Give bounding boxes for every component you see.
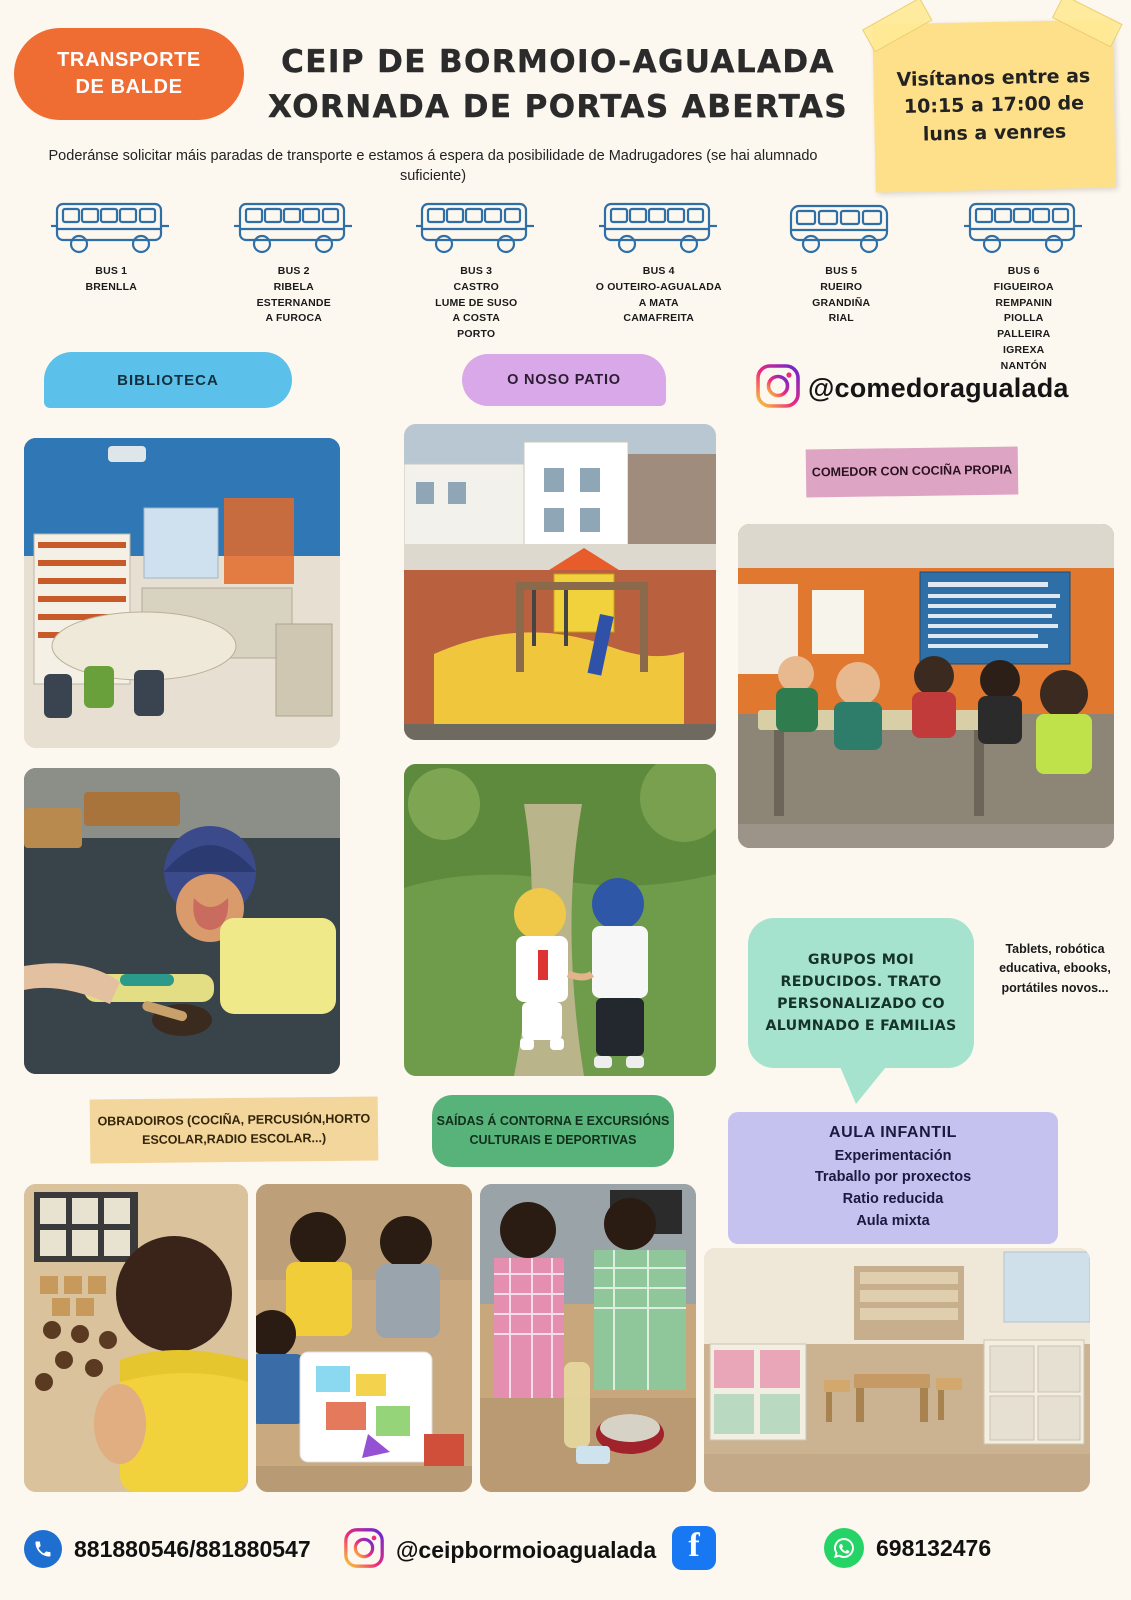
bus-routes-row [20, 196, 1115, 374]
bus-route-5 [750, 196, 933, 374]
bus-icon [412, 196, 540, 258]
saidas-label: SAÍDAS Á CONTORNA E EXCURSIÓNS CULTURAIS E DEPORTIVAS [432, 1095, 674, 1167]
footer-facebook[interactable] [672, 1526, 716, 1570]
visit-hours-note [872, 20, 1115, 193]
aula-infantil-line-4: Aula mixta [856, 1212, 930, 1229]
biblioteca-label: BIBLIOTECA [44, 352, 292, 408]
bus-route-6-label: BUS 6 FIGUEIROA REMPANIN PIOLLA PALLEIRA IGREXA NANTÓN [993, 265, 1054, 372]
photo-obradoiro-horto [24, 768, 340, 1074]
grupos-reducidos-bubble: GRUPOS MOI REDUCIDOS. TRATO PERSONALIZADO CO ALUMNADO E FAMILIAS [748, 918, 974, 1068]
bus-route-6 [933, 196, 1116, 374]
footer-phone-text: 881880546/881880547 [74, 1535, 311, 1562]
patio-label: O NOSO PATIO [462, 354, 666, 406]
bus-route-4 [568, 196, 751, 374]
instagram-icon [344, 1528, 384, 1573]
transporte-de-balde-badge [14, 28, 244, 120]
aula-infantil-line-2: Traballo por proxectos [814, 1169, 972, 1186]
visit-hours-text: Visítanos entre as 10:15 a 17:00 de luns a venres [896, 64, 1091, 146]
school-name: CEIP DE BORMOIO-AGUALADA [281, 44, 835, 80]
photo-aula-infantil [704, 1248, 1090, 1492]
bus-route-5-label: BUS 5 RUEIRO GRANDIÑA RIAL [812, 265, 871, 325]
facebook-glyph: f [688, 1527, 700, 1564]
photo-patio [404, 424, 716, 740]
bus-route-4-label: BUS 4 O OUTEIRO-AGUALADA A MATA CAMAFREITA [595, 265, 722, 325]
photo-saida [404, 764, 716, 1076]
footer-whatsapp-text: 698132476 [876, 1534, 992, 1561]
footer-instagram-text: @ceipbormoioagualada [396, 1537, 657, 1563]
whatsapp-icon [824, 1528, 864, 1568]
facebook-icon [672, 1526, 716, 1570]
footer [0, 1508, 1131, 1600]
bus-route-3 [385, 196, 568, 374]
bus-route-2 [203, 196, 386, 374]
bus-icon [960, 196, 1088, 258]
obradoiros-label: OBRADOIROS (COCIÑA, PERCUSIÓN,HORTO ESCOLAR,RADIO ESCOLAR...) [90, 1096, 379, 1163]
phone-icon [24, 1530, 62, 1568]
transport-subtitle: Poderánse solicitar máis paradas de transporte e estamos á espera da posibilidade de Madrugadores (se hai alumnado suficiente) [48, 148, 818, 185]
comedor-label: COMEDOR CON COCIÑA PROPIA [806, 447, 1019, 498]
footer-instagram[interactable] [344, 1528, 656, 1573]
page-title [248, 40, 868, 130]
bus-icon [230, 196, 358, 258]
bus-route-1 [20, 196, 203, 374]
bus-route-3-label: BUS 3 CASTRO LUME DE SUSO A COSTA PORTO [435, 265, 518, 340]
aula-infantil-panel [728, 1112, 1058, 1244]
bubble-tail-icon [838, 1062, 890, 1104]
aula-infantil-title: AULA INFANTIL [828, 1123, 958, 1141]
instagram-comedor-handle[interactable] [756, 364, 1069, 413]
event-name: XORNADA DE PORTAS ABERTAS [268, 88, 848, 125]
transporte-line-2: DE BALDE [75, 76, 183, 98]
tape-left-icon [862, 0, 932, 52]
bus-icon [777, 196, 905, 258]
photo-cocina [480, 1184, 696, 1492]
photo-biblioteca [24, 438, 340, 748]
footer-whatsapp[interactable] [824, 1528, 991, 1568]
bus-route-1-label: BUS 1 BRENLLA [85, 265, 138, 293]
instagram-icon [756, 364, 800, 413]
photo-mesa-luz [256, 1184, 472, 1492]
aula-infantil-line-1: Experimentación [834, 1147, 952, 1164]
transporte-line-1: TRANSPORTE [57, 49, 201, 71]
aula-infantil-line-3: Ratio reducida [842, 1191, 944, 1207]
instagram-comedor-text: @comedoragualada [808, 373, 1069, 403]
bus-icon [47, 196, 175, 258]
photo-madeiras [24, 1184, 248, 1492]
tape-right-icon [1052, 0, 1123, 48]
bus-icon [595, 196, 723, 258]
photo-comedor [738, 524, 1114, 848]
bus-route-2-label: BUS 2 RIBELA ESTERNANDE A FUROCA [256, 265, 331, 325]
footer-phone[interactable] [24, 1530, 311, 1568]
tablets-text: Tablets, robótica educativa, ebooks, portátiles novos... [999, 942, 1111, 995]
